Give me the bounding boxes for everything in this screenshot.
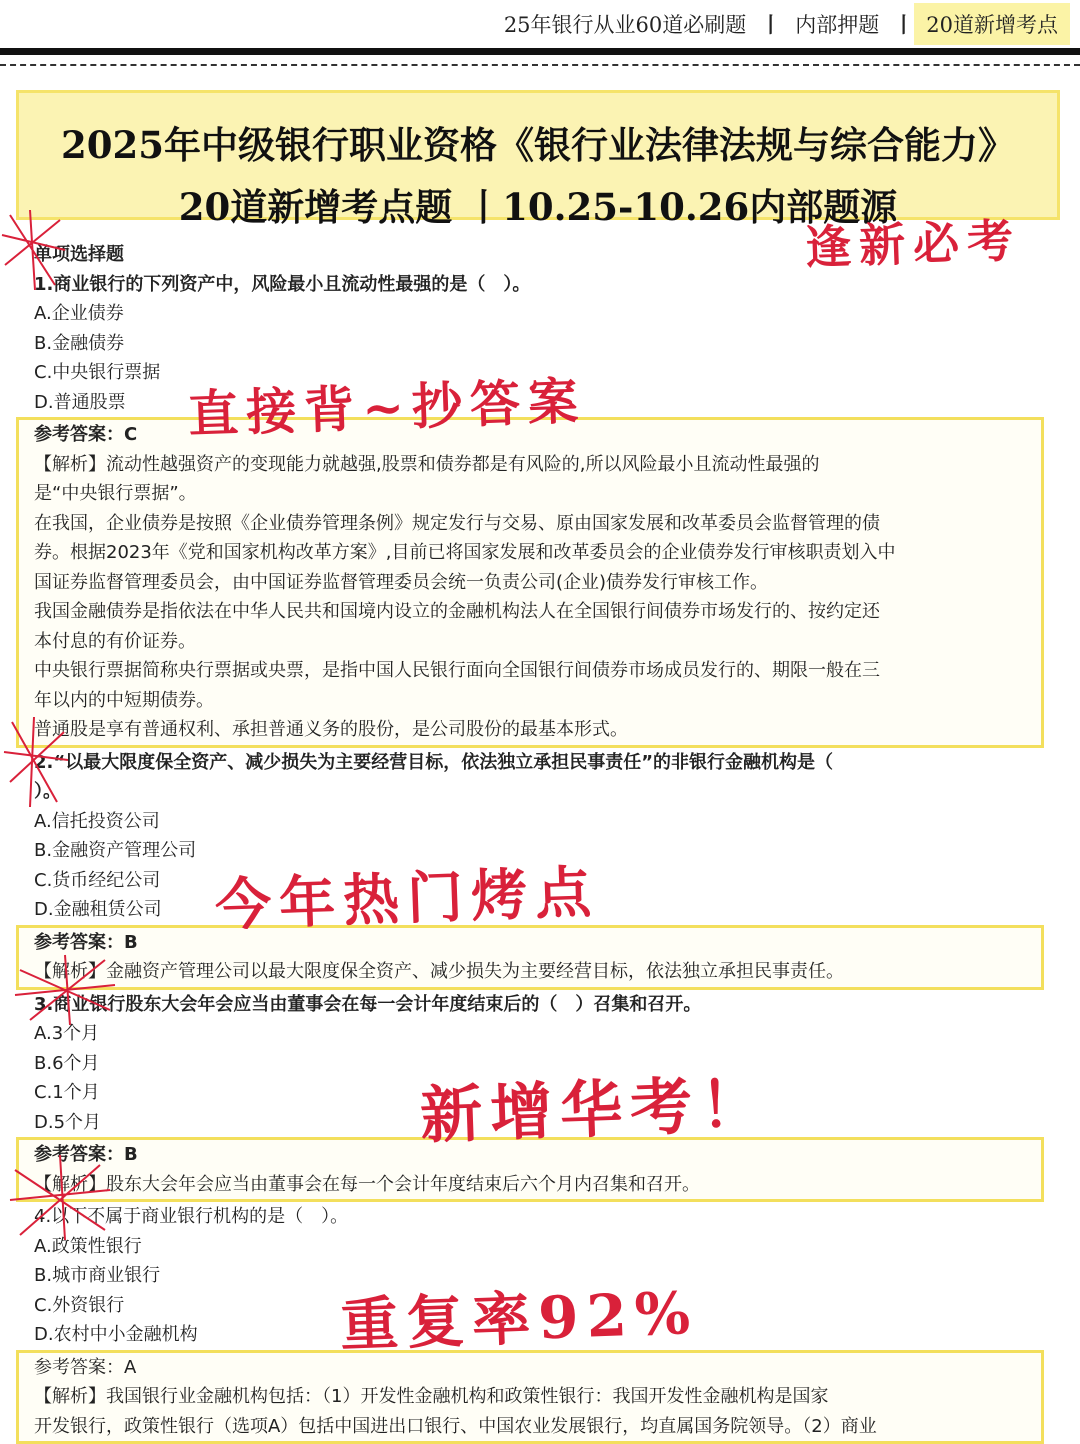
q1-exp-line: 是“中央银行票据”。 <box>34 479 1041 509</box>
q2-stem: 2.“以最大限度保全资产、减少损失为主要经营目标，依法独立承担民事责任”的非银行金融机构是（ <box>34 748 1044 778</box>
q4-option-d: D.农村中小金融机构 <box>34 1320 1044 1350</box>
q4-answer: 参考答案：A <box>34 1353 1041 1383</box>
breadcrumb-separator: 丨 <box>760 9 781 39</box>
red-star-mark-icon <box>0 205 70 295</box>
q2-exp-line: 【解析】金融资产管理公司以最大限度保全资产、减少损失为主要经营目标，依法独立承担民事责任。 <box>34 957 1041 987</box>
q4-exp-line: 【解析】我国银行业金融机构包括：（1）开发性金融机构和政策性银行：我国开发性金融机构是国家 <box>34 1382 1041 1412</box>
page-title-line1: 2025年中级银行职业资格《银行业法律法规与综合能力》 <box>19 115 1057 169</box>
q1-exp-line: 本付息的有价证券。 <box>34 627 1041 657</box>
red-star-mark-icon <box>10 950 120 1030</box>
q3-option-d: D.5个月 <box>34 1108 1044 1138</box>
q4-exp-line: 开发银行，政策性银行（选项A）包括中国进出口银行、中国农业发展银行，均直属国务院领导。（2）商业 <box>34 1412 1041 1442</box>
breadcrumb-item-60-questions: 25年银行从业60道必刷题 <box>490 9 760 39</box>
q1-exp-line: 年以内的中短期债券。 <box>34 686 1041 716</box>
breadcrumb-item-new-points: 20道新增考点 <box>914 3 1070 45</box>
q2-answer-box <box>16 925 1044 990</box>
red-star-mark-icon <box>5 1150 115 1245</box>
q2-option-a: A.信托投资公司 <box>34 807 1044 837</box>
q2-option-b: B.金融资产管理公司 <box>34 836 1044 866</box>
header-thick-rule <box>0 48 1080 55</box>
q1-exp-line: 我国金融债券是指依法在中华人民共和国境内设立的金融机构法人在全国银行间债券市场发行的、按约定还 <box>34 597 1041 627</box>
q2-answer: 参考答案：B <box>34 928 1041 958</box>
q4-stem: 4.以下不属于商业银行机构的是（ ）。 <box>34 1202 1044 1232</box>
q1-exp-line: 【解析】流动性越强资产的变现能力就越强,股票和债券都是有风险的,所以风险最小且流动性最强的 <box>34 450 1041 480</box>
q1-option-a: A.企业债券 <box>34 299 1044 329</box>
page-title-line2: 20道新增考点题 丨10.25-10.26内部题源 <box>19 177 1057 231</box>
handwritten-note-repeat-rate: 重复率92% <box>339 1266 700 1362</box>
q1-option-c: C.中央银行票据 <box>34 358 1044 388</box>
q3-stem: 3.商业银行股东大会年会应当由董事会在每一会计年度结束后的（ ）召集和召开。 <box>34 990 1044 1020</box>
handwritten-note-memorize: 直接背~抄答案 <box>187 361 587 447</box>
q1-exp-line: 在我国，企业债券是按照《企业债券管理条例》规定发行与交易、原由国家发展和改革委员会监督管理的债 <box>34 509 1041 539</box>
top-breadcrumb-bar <box>0 0 1080 48</box>
q2-stem-cont: ）。 <box>34 777 1044 807</box>
q1-exp-line: 国证券监督管理委员会，由中国证券监督管理委员会统一负责公司(企业)债券发行审核工作。 <box>34 568 1041 598</box>
q4-option-c: C.外资银行 <box>34 1291 1044 1321</box>
q4-answer-box <box>16 1350 1044 1444</box>
header-dashed-rule <box>0 64 1080 66</box>
q1-stem: 1.商业银行的下列资产中，风险最小且流动性最强的是（ ）。 <box>34 270 1044 300</box>
handwritten-note-new-test: 新增华考！ <box>419 1054 772 1155</box>
q1-answer: 参考答案：C <box>34 420 1041 450</box>
q3-option-c: C.1个月 <box>34 1078 1044 1108</box>
breadcrumb-separator: 丨 <box>893 9 914 39</box>
q1-exp-line: 普通股是享有普通权利、承担普通义务的股份，是公司股份的最基本形式。 <box>34 715 1041 745</box>
q3-exp-line: 【解析】股东大会年会应当由董事会在每一个会计年度结束后六个月内召集和召开。 <box>34 1170 1041 1200</box>
q1-exp-line: 券。根据2023年《党和国家机构改革方案》,目前已将国家发展和改革委员会的企业债券发行审核职责划入中 <box>34 538 1041 568</box>
q1-option-d: D.普通股票 <box>34 388 1044 418</box>
q4-option-b: B.城市商业银行 <box>34 1261 1044 1291</box>
section-label: 单项选择题 <box>34 240 1044 270</box>
q3-option-b: B.6个月 <box>34 1049 1044 1079</box>
q1-option-b: B.金融债券 <box>34 329 1044 359</box>
q3-answer: 参考答案：B <box>34 1140 1041 1170</box>
red-star-mark-icon <box>2 712 72 812</box>
q2-option-c: C.货币经纪公司 <box>34 866 1044 896</box>
q1-exp-line: 中央银行票据简称央行票据或央票，是指中国人民银行面向全国银行间债券市场成员发行的、期限一般在三 <box>34 656 1041 686</box>
handwritten-note-hot-topic: 今年热门烤点 <box>214 848 601 941</box>
q1-answer-box <box>16 417 1044 748</box>
page-title-box <box>16 90 1060 220</box>
handwritten-note-must-test: 逢新必考 <box>804 204 1022 277</box>
breadcrumb-item-internal: 内部押题 <box>781 9 893 39</box>
q3-option-a: A.3个月 <box>34 1019 1044 1049</box>
q2-option-d: D.金融租赁公司 <box>34 895 1044 925</box>
q4-option-a: A.政策性银行 <box>34 1232 1044 1262</box>
